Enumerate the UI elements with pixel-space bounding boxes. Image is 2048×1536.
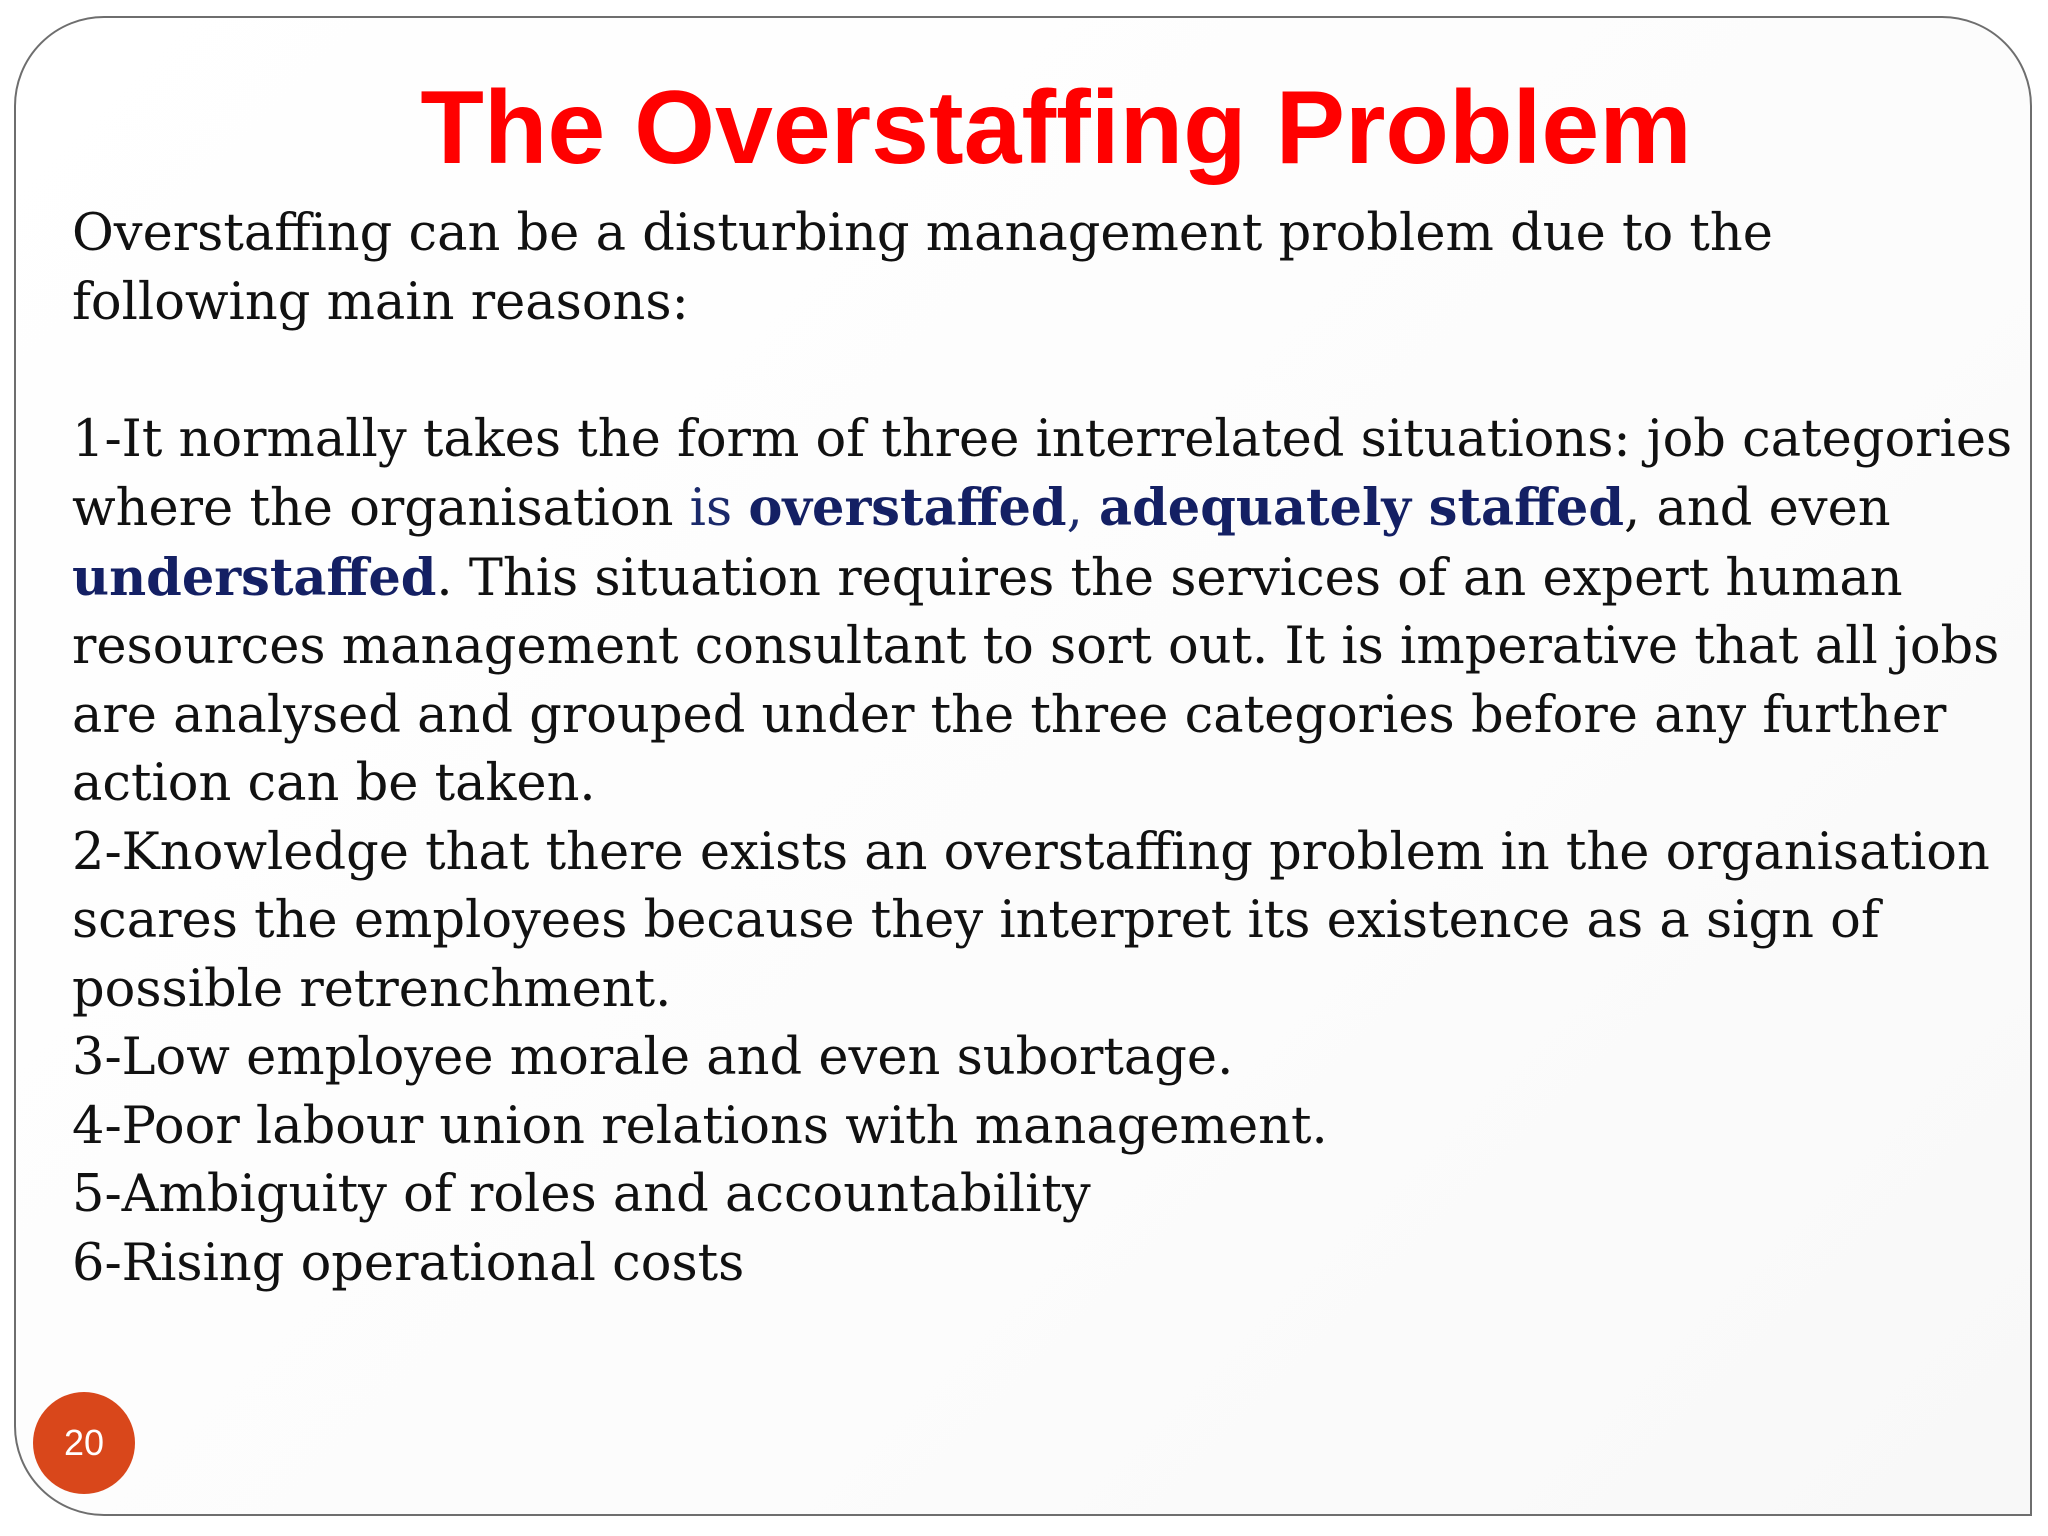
paragraph-gap <box>72 337 1992 406</box>
point-1-line: action can be taken. <box>72 754 596 813</box>
point-1-text: where the organisation <box>72 479 690 538</box>
page-number-badge: 20 <box>33 1392 135 1494</box>
point-4: 4-Poor labour union relations with management. <box>72 1096 1328 1156</box>
point-1-line: resources management consultant to sort out. It is imperative that all jobs <box>72 617 2000 676</box>
point-5: 5-Ambiguity of roles and accountability <box>72 1165 1091 1224</box>
term-overstaffed: overstaffed <box>748 478 1067 538</box>
point-2-line: 2-Knowledge that there exists an overstaffing problem in the organisation <box>72 822 1990 882</box>
point-3: 3-Low employee morale and even subortage. <box>72 1028 1234 1087</box>
term-understaffed: understaffed <box>72 547 437 608</box>
point-1-line: 1-It normally takes the form of three interrelated situations: job categories <box>72 409 2013 469</box>
point-1-text: , and even <box>1624 479 1891 538</box>
term-adequately-staffed: adequately staffed <box>1099 478 1625 538</box>
intro-line: Overstaffing can be a disturbing management problem due to the <box>72 204 1773 263</box>
intro-line: following main reasons: <box>72 272 689 332</box>
point-2-line: possible retrenchment. <box>72 959 672 1019</box>
slide-title: The Overstaffing Problem <box>420 70 1692 186</box>
point-6: 6-Rising operational costs <box>72 1233 745 1293</box>
point-1-text: is <box>689 479 749 538</box>
point-1-line <box>72 474 1992 544</box>
term-separator: , <box>1066 479 1100 538</box>
point-2-line: scares the employees because they interpret its existence as a sign of <box>72 891 1880 950</box>
point-1-line: are analysed and grouped under the three categories before any further <box>72 685 1947 745</box>
point-1-text: . This situation requires the services of an expert human <box>436 548 1903 608</box>
point-1-line <box>72 544 1992 614</box>
slide-body <box>72 200 2013 1298</box>
